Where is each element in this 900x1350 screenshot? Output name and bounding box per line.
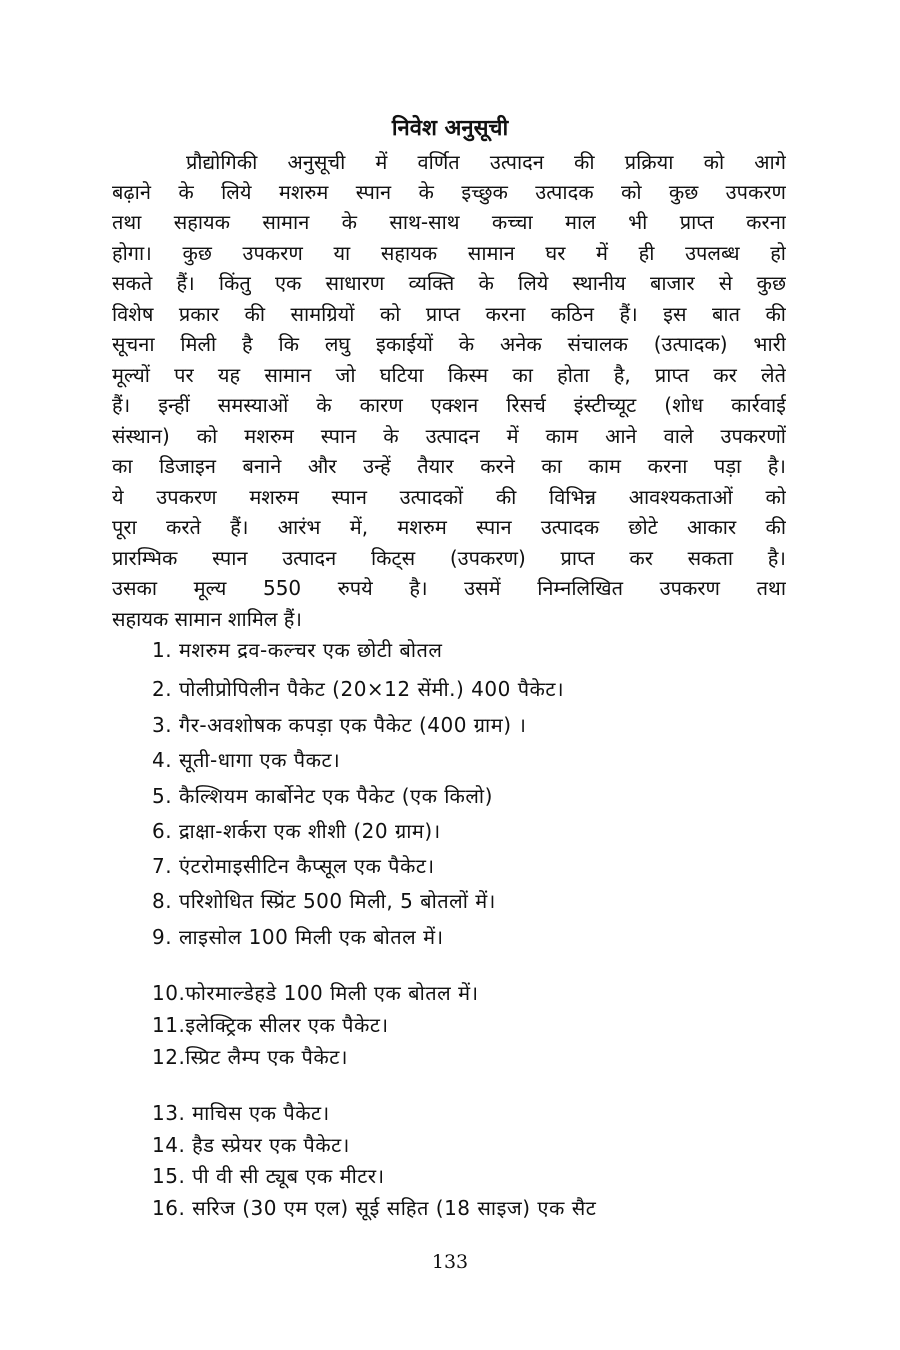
- paragraph-line: प्रौद्योगिकी अनुसूची में वर्णित उत्पादन की प्रक्रिया को आगे: [186, 150, 786, 174]
- list-item: 9. लाइसोल 100 मिली एक बोतल में।: [152, 925, 444, 949]
- list-item: 2. पोलीप्रोपिलीन पैकेट (20×12 सेंमी.) 400 पैकेट।: [152, 677, 565, 701]
- paragraph-line: का डिजाइन बनाने और उन्हें तैयार करने का काम करना पड़ा है।: [112, 454, 786, 478]
- list-item: 11.इलेक्ट्रिक सीलर एक पैकेट।: [152, 1013, 389, 1037]
- list-item: 10.फोरमाल्डेहडे 100 मिली एक बोतल में।: [152, 981, 479, 1005]
- list-item: 13. माचिस एक पैकेट।: [152, 1101, 330, 1125]
- list-item: 15. पी वी सी ट्यूब एक मीटर।: [152, 1164, 385, 1188]
- list-item: 4. सूती-धागा एक पैकट।: [152, 748, 341, 772]
- paragraph-line: विशेष प्रकार की सामग्रियों को प्राप्त करना कठिन हैं। इस बात की: [112, 302, 786, 326]
- list-item: 6. द्राक्षा-शर्करा एक शीशी (20 ग्राम)।: [152, 819, 441, 843]
- list-item: 5. कैल्शियम कार्बोनेट एक पैकेट (एक किलो): [152, 784, 493, 808]
- page-number: 133: [431, 1251, 469, 1273]
- paragraph-line: हैं। इन्हीं समस्याओं के कारण एक्शन रिसर्च इंस्टीच्यूट (शोध कार्रवाई: [112, 393, 786, 417]
- list-item: 14. हैड स्प्रेयर एक पैकेट।: [152, 1133, 350, 1157]
- list-item: 12.स्प्रिट लैम्प एक पैकेट।: [152, 1045, 348, 1069]
- list-item: 3. गैर-अवशोषक कपड़ा एक पैकेट (400 ग्राम) ।: [152, 713, 527, 737]
- list-item: 8. परिशोधित स्प्रिंट 500 मिली, 5 बोतलों में।: [152, 889, 496, 913]
- list-item: 1. मशरुम द्रव-कल्चर एक छोटी बोतल: [152, 638, 443, 662]
- paragraph-line: बढ़ाने के लिये मशरुम स्पान के इच्छुक उत्पादक को कुछ उपकरण: [112, 180, 786, 204]
- paragraph-line: सकते हैं। किंतु एक साधारण व्यक्ति के लिये स्थानीय बाजार से कुछ: [112, 271, 786, 295]
- paragraph-line: सहायक सामान शामिल हैं।: [112, 607, 302, 631]
- list-item: 16. सरिज (30 एम एल) सूई सहित (18 साइज) एक सैट: [152, 1196, 597, 1220]
- paragraph-line: संस्थान) को मशरुम स्पान के उत्पादन में काम आने वाले उपकरणों: [112, 424, 786, 448]
- paragraph-line: होगा। कुछ उपकरण या सहायक सामान घर में ही उपलब्ध हो: [112, 241, 786, 265]
- paragraph-line: प्रारम्भिक स्पान उत्पादन किट्स (उपकरण) प्राप्त कर सकता है।: [112, 546, 786, 570]
- paragraph-line: सूचना मिली है कि लघु इकाईयों के अनेक संचालक (उत्पादक) भारी: [112, 332, 786, 356]
- paragraph-line: उसका मूल्य 550 रुपये है। उसमें निम्नलिखित उपकरण तथा: [112, 576, 786, 600]
- page-title: निवेश अनुसूची: [391, 116, 509, 141]
- paragraph-line: तथा सहायक सामान के साथ-साथ कच्चा माल भी प्राप्त करना: [112, 210, 786, 234]
- list-item: 7. एंटरोमाइसीटिन कैप्सूल एक पैकेट।: [152, 854, 435, 878]
- paragraph-line: ये उपकरण मशरुम स्पान उत्पादकों की विभिन्न आवश्यकताओं को: [112, 485, 786, 509]
- paragraph-line: पूरा करते हैं। आरंभ में, मशरुम स्पान उत्पादक छोटे आकार की: [112, 515, 786, 539]
- paragraph-line: मूल्यों पर यह सामान जो घटिया किस्म का होता है, प्राप्त कर लेते: [112, 363, 786, 387]
